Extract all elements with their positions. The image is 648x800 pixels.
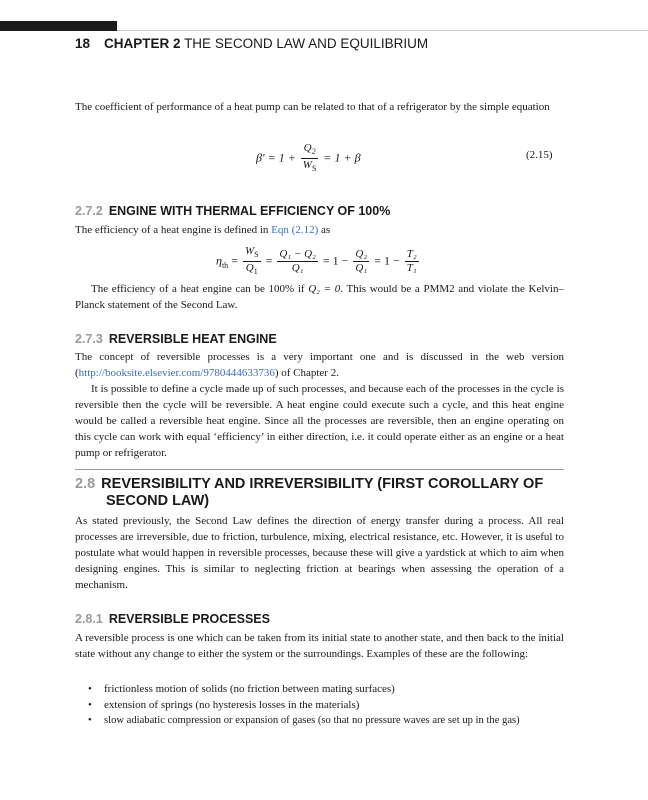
f3-den: Q₁ xyxy=(355,262,368,275)
eq-2-15-lhs: β′ = 1 + xyxy=(256,150,296,165)
section-2-8-paragraph: As stated previously, the Second Law defines the direction of energy transfer during a process. All real processes are irreversible, due to friction, turbulence, mixing, electrical resistance, etc. However, it is useful to postulate what would happen in reversible processes, because these will give a yardstick at which to aim when designing engines. This is similar to neglecting friction at bearings when assessing the operation of a mechanism. xyxy=(75,515,564,591)
chapter-label: CHAPTER 2 xyxy=(104,36,181,51)
p1-start: The concept of reversible processes is a very important one and is discussed in the web version ( xyxy=(75,351,564,379)
list-item: • slow adiabatic compression or expansion of gases (so that no pressure waves are set up in the gas) xyxy=(88,713,568,729)
f2-num: Q₁ − Q₂ xyxy=(279,248,316,261)
list-item: • extension of springs (no hysteresis losses in the materials) xyxy=(88,697,568,713)
section-heading-2-8 xyxy=(75,476,543,510)
section-number: 2.7.3 xyxy=(75,332,103,346)
booksite-link[interactable]: http://booksite.elsevier.com/9780444633736 xyxy=(78,367,275,379)
equals-1: = xyxy=(231,253,238,268)
section-2-8-1-paragraph: A reversible process is one which can be taken from its initial state to another state, and then back to the initial state without any change to either the system or the surroundings. Examples of these are the following: xyxy=(75,632,564,660)
eq-2-15-num: Q xyxy=(303,142,312,154)
page-number: 18 xyxy=(75,36,91,51)
eqn-2-12-link[interactable]: Eqn (2.12) xyxy=(271,224,319,236)
lead-text: The efficiency of a heat engine is defined in xyxy=(75,224,272,236)
header-rule xyxy=(117,30,648,31)
f1-num: W xyxy=(244,245,255,257)
examples-list xyxy=(88,681,568,729)
efficiency-equation xyxy=(216,245,421,278)
f1-den: Q xyxy=(245,262,254,275)
eta-symbol: η xyxy=(216,253,222,268)
para-math: Q₂ = 0 xyxy=(308,283,341,295)
eq-2-15-den-sub: S xyxy=(311,164,317,174)
section-number: 2.8 xyxy=(75,476,96,492)
eq-2-15-rhs: = 1 + β xyxy=(323,150,361,165)
intro-paragraph: The coefficient of performance of a heat pump can be related to that of a refrigerator by the simple equation xyxy=(75,101,550,113)
section-divider xyxy=(75,469,564,470)
section-title-line-1: REVERSIBILITY AND IRREVERSIBILITY (FIRST COROLLARY OF xyxy=(101,476,544,492)
eq-2-15-num-sub: 2 xyxy=(311,147,316,157)
eff-frac-3 xyxy=(353,248,369,275)
para-end: . This would be a PMM2 and violate the Kelvin–Planck statement of the Second Law. xyxy=(75,283,564,311)
section-2-7-2-paragraph xyxy=(75,281,564,313)
equals-2: = xyxy=(265,253,273,268)
section-2-7-3-paragraph-2: It is possible to define a cycle made up of such processes, and because each of the processes in the cycle is reversible then the cycle will be reversible. A heat engine could execute such a cycle, and this heat engine would be called a reversible heat engine. Since all the processes are reversible, then an engine operating on this cycle can work with equal ‘efficiency’ in either direction, i.e. it could operate either as an engine or a heat pump or refrigerator. xyxy=(75,383,564,459)
section-title-line-2: SECOND LAW) xyxy=(106,493,210,509)
eff-frac-1 xyxy=(243,245,261,278)
f1-den-sub: 1 xyxy=(253,267,258,277)
para-start: The efficiency of a heat engine can be 100% if xyxy=(91,283,309,295)
one-minus-1: = 1 − xyxy=(322,253,349,268)
section-heading-2-7-2 xyxy=(75,204,390,218)
chapter-title: THE SECOND LAW AND EQUILIBRIUM xyxy=(184,36,429,51)
section-heading-2-7-3 xyxy=(75,332,277,346)
section-title: REVERSIBLE HEAT ENGINE xyxy=(108,332,277,346)
lead-tail: as xyxy=(318,224,331,236)
header-bar xyxy=(0,21,117,31)
one-minus-2: = 1 − xyxy=(374,253,400,268)
section-number: 2.7.2 xyxy=(75,204,103,218)
list-item: • frictionless motion of solids (no friction between mating surfaces) xyxy=(88,681,568,697)
running-head xyxy=(75,36,428,51)
p1-end: ) of Chapter 2. xyxy=(274,367,339,379)
equation-2-15 xyxy=(256,142,361,175)
eq-2-15-fraction xyxy=(301,142,319,175)
eta-sub: th xyxy=(221,260,229,270)
f4-num: T₂ xyxy=(406,248,417,261)
f4-den: T₁ xyxy=(406,262,417,275)
section-heading-2-8-1 xyxy=(75,612,270,626)
section-2-7-2-lead xyxy=(75,222,564,238)
section-title: REVERSIBLE PROCESSES xyxy=(108,612,270,626)
equation-number: (2.15) xyxy=(526,149,553,161)
eff-frac-4 xyxy=(405,248,419,275)
section-number: 2.8.1 xyxy=(75,612,103,626)
f2-den: Q₁ xyxy=(277,261,317,275)
eq-2-15-den: W xyxy=(302,159,312,172)
section-2-7-3-paragraph-1 xyxy=(75,349,564,381)
eff-frac-2 xyxy=(277,248,317,275)
section-title: ENGINE WITH THERMAL EFFICIENCY OF 100% xyxy=(108,204,391,218)
f3-num: Q₂ xyxy=(355,248,368,261)
f1-num-sub: S xyxy=(254,250,259,260)
